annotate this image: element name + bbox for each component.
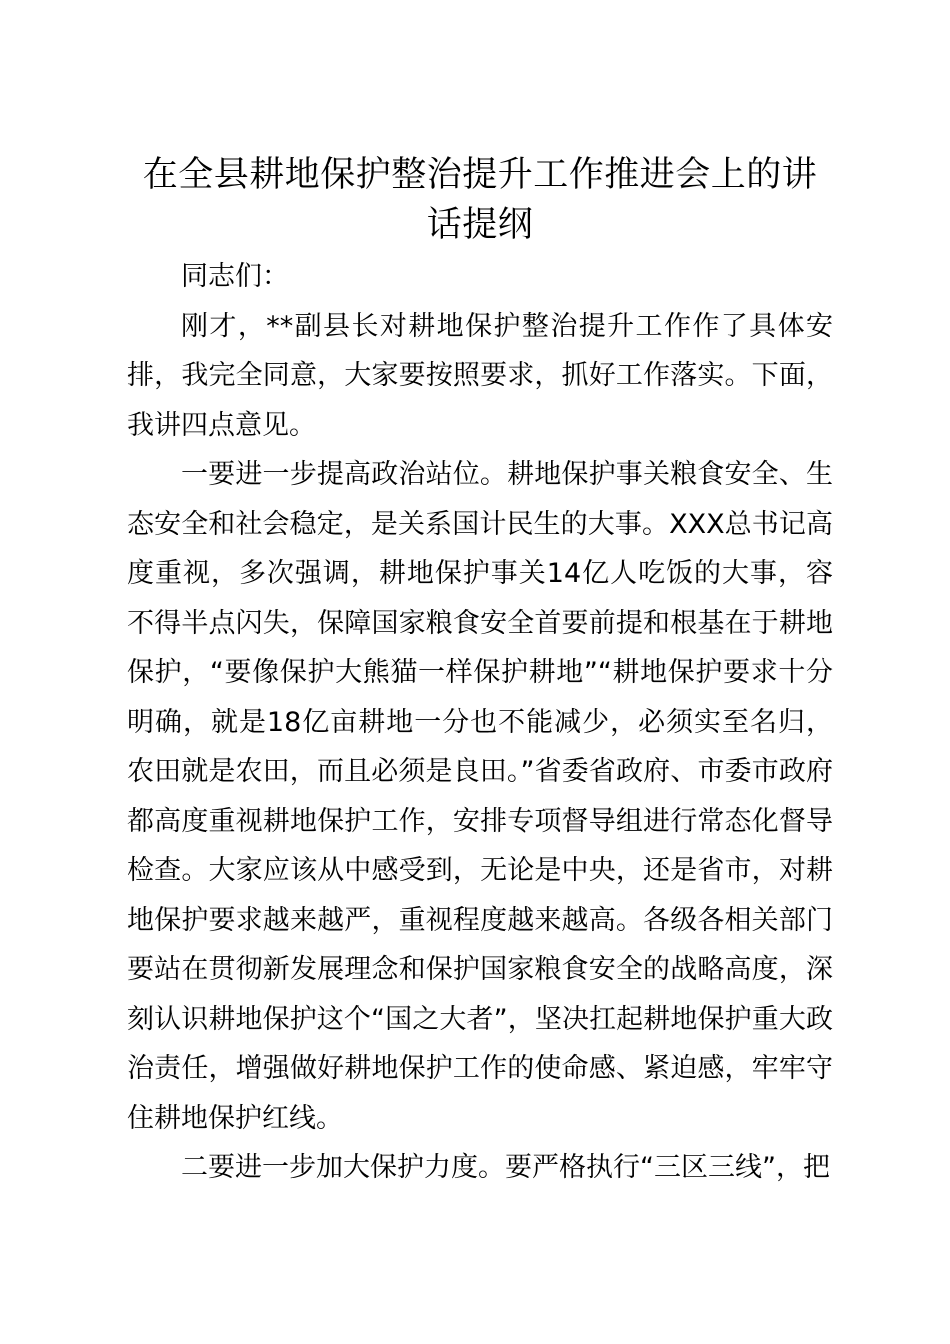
document-title: 在全县耕地保护整治提升工作推进会上的讲话提纲 [142, 155, 818, 245]
document-body [127, 150, 833, 1193]
salutation: 同志们： [181, 261, 289, 292]
paragraph-opening: 刚才，**副县长对耕地保护整治提升工作作了具体安排，我完全同意，大家要按照要求，抓好工作落实。下面，我讲四点意见。 [127, 310, 833, 441]
paragraph-point-one: 一要进一步提高政治站位。耕地保护事关粮食安全、生态安全和社会稳定，是关系国计民生的大事。XXX总书记高度重视，多次强调，耕地保护事关14亿人吃饭的大事，容不得半点闪失，保障国家粮食安全首要前提和根基在于耕地保护，“要像保护大熊猫一样保护耕地”“耕地保护要求十分明确，就是18亿亩耕地一分也不能减少，必须实至名归，农田就是农田，而且必须是良田。”省委省政府、市委市政府都高度重视耕地保护工作，安排专项督导组进行常态化督导检查。大家应该从中感受到，无论是中央，还是省市，对耕地保护要求越来越严，重视程度越来越高。各级各相关部门要站在贯彻新发展理念和保护国家粮食安全的战略高度，深刻认识耕地保护这个“国之大者”，坚决扛起耕地保护重大政治责任，增强做好耕地保护工作的使命感、紧迫感，牢牢守住耕地保护红线。 [127, 459, 833, 1134]
paragraph-point-two: 二要进一步加大保护力度。要严格执行“三区三线”，把 [181, 1152, 830, 1183]
